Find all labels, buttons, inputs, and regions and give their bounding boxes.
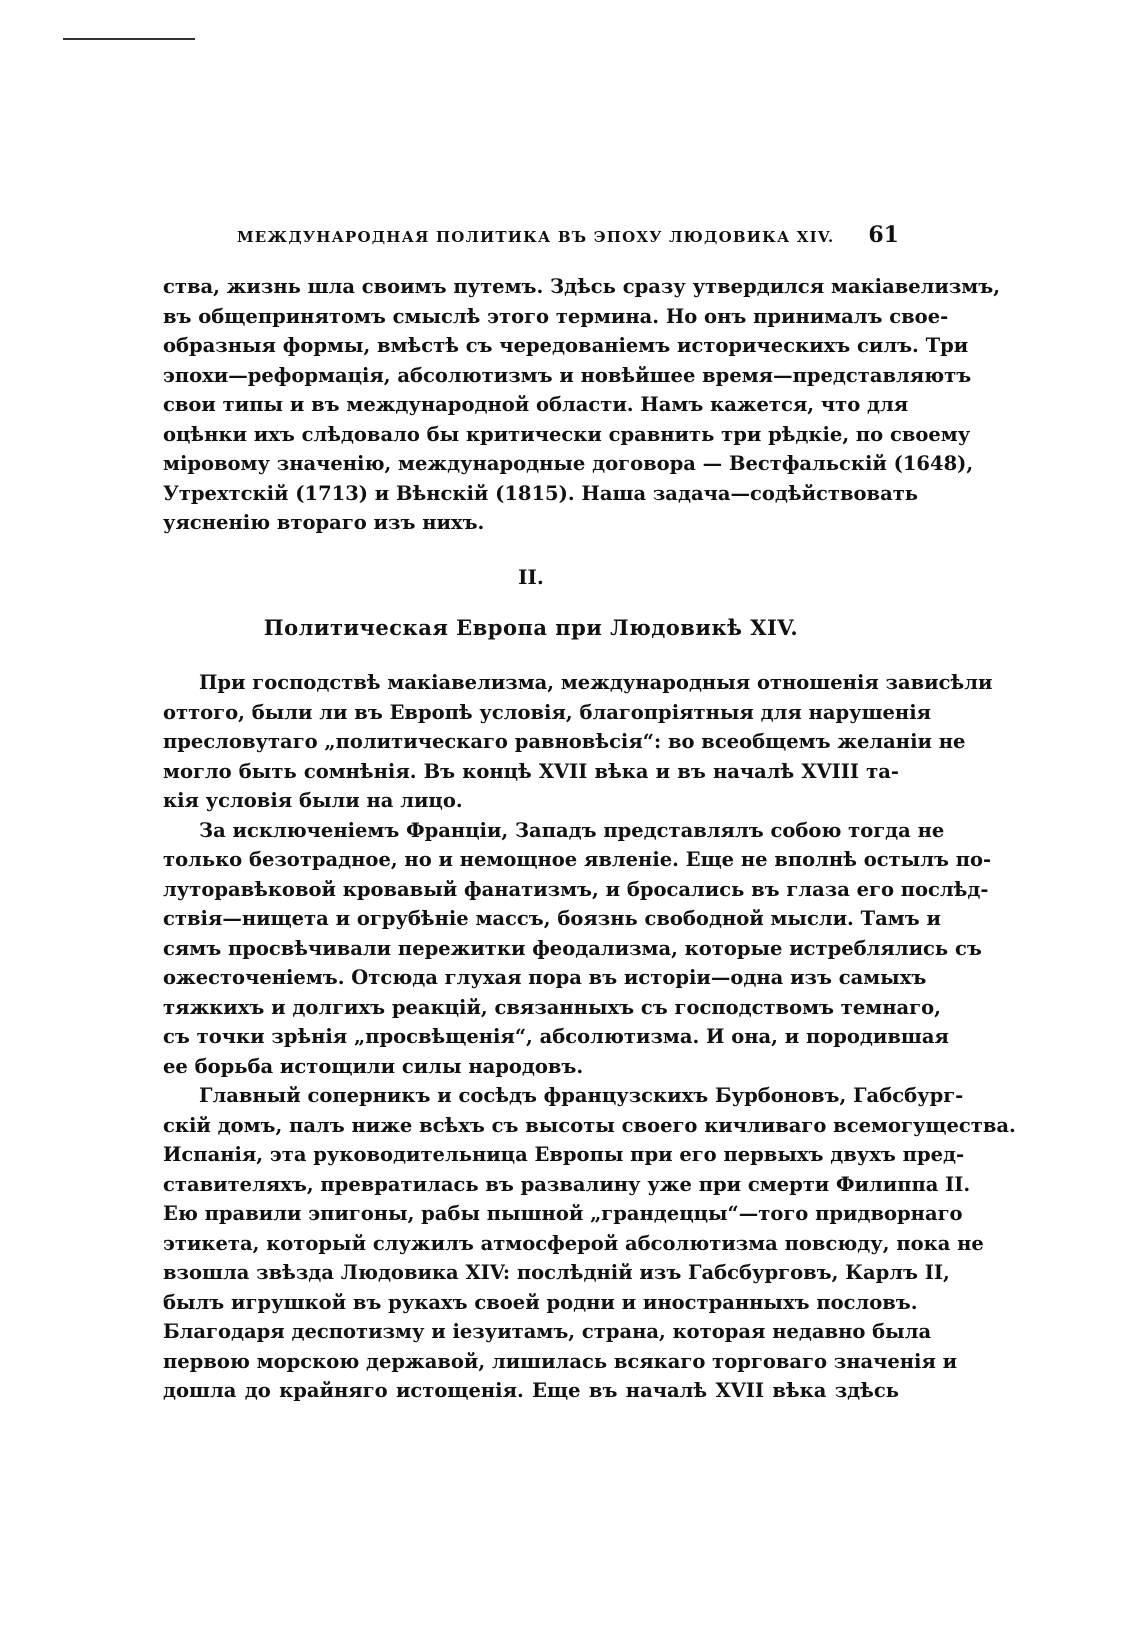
text-line: образныя формы, вмѣстѣ съ чередованіемъ историческихъ силъ. Три xyxy=(163,334,969,357)
text-line: эпохи—реформація, абсолютизмъ и новѣйшее время—представляютъ xyxy=(163,363,972,387)
text-line: За исключеніемъ Франціи, Западъ представлялъ собою тогда не xyxy=(199,818,945,842)
text-line: кія условія были на лицо. xyxy=(163,789,463,812)
running-title: МЕЖДУНАРОДНАЯ ПОЛИТИКА ВЪ ЭПОХУ ЛЮДОВИКА XIV. xyxy=(237,228,835,246)
continued-paragraph xyxy=(163,272,1000,538)
text-line: только безотрадное, но и немощное явленіе. Еще не вполнѣ остылъ по- xyxy=(163,848,992,871)
text-line: оцѣнки ихъ слѣдовало бы критически сравнить три рѣдкіе, по своему xyxy=(163,422,971,446)
text-line: этикета, который служилъ атмосферой абсолютизма повсюду, пока не xyxy=(163,1231,984,1255)
text-line: ее борьба истощили силы народовъ. xyxy=(163,1054,584,1078)
text-line: первою морскою державой, лишилась всякаго торговаго значенія и xyxy=(163,1349,958,1373)
text-line: тяжкихъ и долгихъ реакцій, связанныхъ съ господствомъ темнаго, xyxy=(163,995,941,1019)
text-line: уясненію втораго изъ нихъ. xyxy=(163,511,485,534)
text-line: ожесточеніемъ. Отсюда глухая пора въ исторіи—одна изъ самыхъ xyxy=(163,966,927,989)
text-line: взошла звѣзда Людовика XIV: послѣдній изъ Габсбурговъ, Карлъ II, xyxy=(163,1261,950,1284)
text-line: Ею правили эпигоны, рабы пышной „грандеццы“—того придворнаго xyxy=(163,1202,963,1225)
section-number: II. xyxy=(518,565,544,589)
text-line: въ общепринятомъ смыслѣ этого термина. Но онъ принималъ свое- xyxy=(163,304,949,328)
text-line: могло быть сомнѣнія. Въ концѣ XVII вѣка и въ началѣ XVIII та- xyxy=(163,759,899,783)
section-title: Политическая Европа при Людовикѣ XIV. xyxy=(263,615,799,640)
page-number: 61 xyxy=(868,222,899,248)
text-line: ства, жизнь шла своимъ путемъ. Здѣсь сразу утвердился макіавелизмъ, xyxy=(163,275,1000,298)
section-body xyxy=(163,668,1016,1406)
text-line: скій домъ, палъ ниже всѣхъ съ высоты своего кичливаго всемогущества. xyxy=(163,1113,1016,1137)
text-line: съ точки зрѣнія „просвѣщенія“, абсолютизма. И она, и породившая xyxy=(163,1025,949,1048)
top-rule xyxy=(63,38,195,40)
text-line: пресловутаго „политическаго равновѣсія“: во всеобщемъ желаніи не xyxy=(163,730,966,753)
text-line: сямъ просвѣчивали пережитки феодализма, которые истреблялись съ xyxy=(163,936,982,960)
text-line: міровому значенію, международные договора — Вестфальскій (1648), xyxy=(163,452,974,475)
text-line: луторавѣковой кровавый фанатизмъ, и бросались въ глаза его послѣд- xyxy=(163,877,989,901)
text-line: оттого, были ли въ Европѣ условія, благопріятныя для нарушенія xyxy=(163,700,932,724)
text-line: Благодаря деспотизму и іезуитамъ, страна, которая недавно была xyxy=(163,1320,932,1343)
running-head xyxy=(237,222,899,252)
text-line: Испанія, эта руководительница Европы при его первыхъ двухъ пред- xyxy=(163,1143,965,1166)
text-line: свои типы и въ международной области. Намъ кажется, что для xyxy=(163,393,909,416)
text-line: При господствѣ макіавелизма, международныя отношенія зависѣли xyxy=(199,671,993,694)
text-line: былъ игрушкой въ рукахъ своей родни и иностранныхъ пословъ. xyxy=(163,1290,918,1314)
text-line: Утрехтскій (1713) и Вѣнскій (1815). Наша задача—содѣйствовать xyxy=(163,481,919,505)
text-line: ставителяхъ, превратилась въ развалину уже при смерти Филиппа II. xyxy=(163,1172,971,1196)
text-line: Главный соперникъ и сосѣдъ французскихъ Бурбоновъ, Габсбург- xyxy=(199,1084,964,1107)
text-line: дошла до крайняго истощенія. Еще въ началѣ XVII вѣка здѣсь xyxy=(163,1379,899,1402)
text-line: ствія—нищета и огрубѣніе массъ, боязнь свободной мысли. Тамъ и xyxy=(163,907,941,930)
